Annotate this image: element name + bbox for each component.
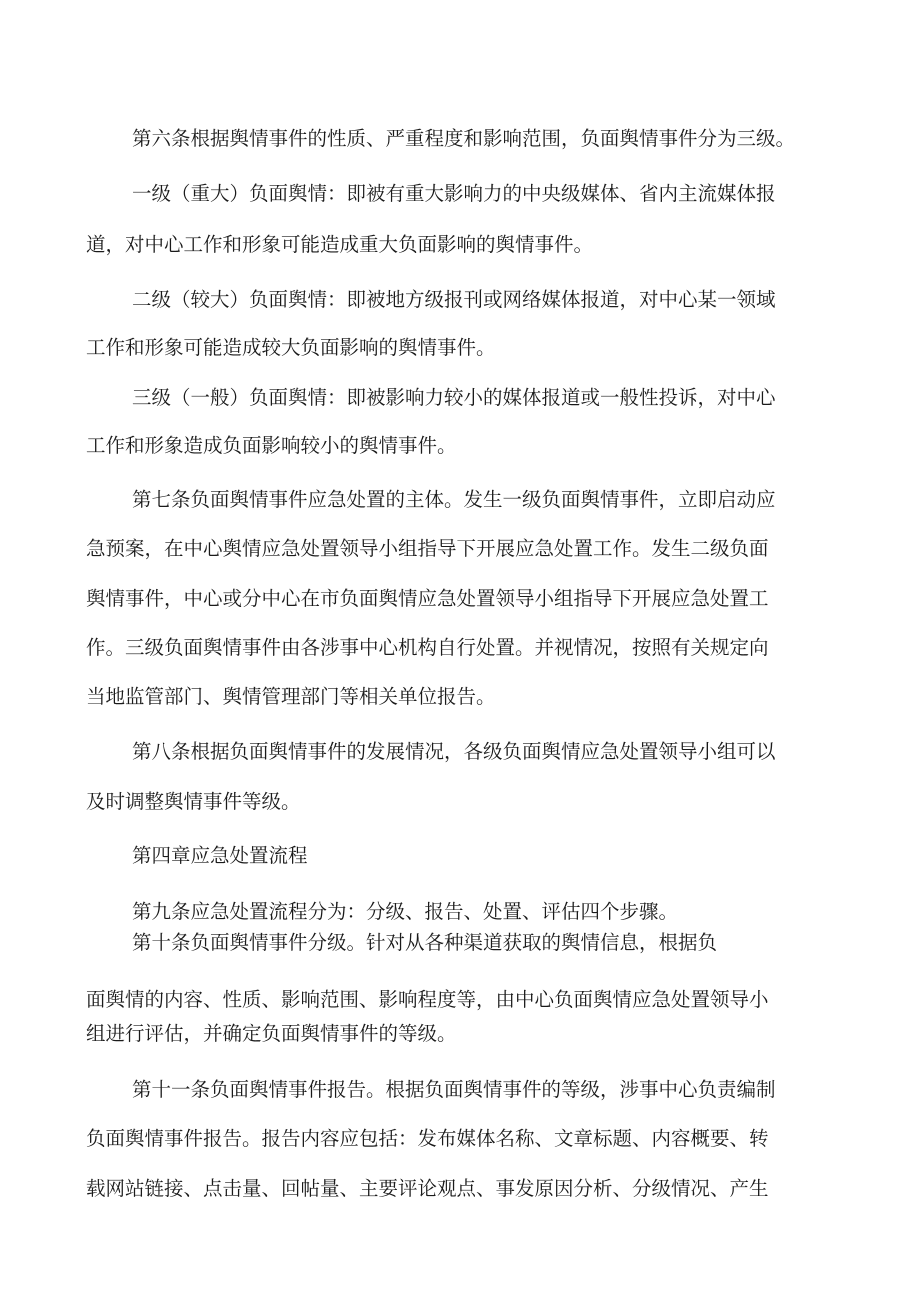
chapter-4-heading: 第四章应急处置流程	[132, 844, 308, 867]
article-7-line-5: 当地监管部门、舆情管理部门等相关单位报告。	[86, 685, 496, 708]
article-11-line-1: 第十一条负面舆情事件报告。根据负面舆情事件的等级，涉事中心负责编制	[132, 1078, 776, 1101]
article-8-line-1: 第八条根据负面舆情事件的发展情况，各级负面舆情应急处置领导小组可以	[132, 740, 776, 763]
level-1-line-2: 道，对中心工作和形象可能造成重大负面影响的舆情事件。	[86, 233, 594, 256]
level-3-line-2: 工作和形象造成负面影响较小的舆情事件。	[86, 434, 457, 457]
level-2-line-2: 工作和形象可能造成较大负面影响的舆情事件。	[86, 336, 496, 359]
article-8-line-2: 及时调整舆情事件等级。	[86, 790, 301, 813]
article-7-line-1: 第七条负面舆情事件应急处置的主体。发生一级负面舆情事件，立即启动应	[132, 488, 776, 511]
article-10-line-3: 组进行评估，并确定负面舆情事件的等级。	[86, 1022, 457, 1045]
level-1-line-1: 一级（重大）负面舆情：即被有重大影响力的中央级媒体、省内主流媒体报	[132, 182, 776, 205]
level-2-line-1: 二级（较大）负面舆情：即被地方级报刊或网络媒体报道，对中心某一领域	[132, 288, 776, 311]
article-7-line-3: 舆情事件，中心或分中心在市负面舆情应急处置领导小组指导下开展应急处置工	[86, 587, 769, 610]
article-7-line-2: 急预案，在中心舆情应急处置领导小组指导下开展应急处置工作。发生二级负面	[86, 537, 769, 560]
article-7-line-4: 作。三级负面舆情事件由各涉事中心机构自行处置。并视情况，按照有关规定向	[86, 636, 769, 659]
article-11-line-3: 载网站链接、点击量、回帖量、主要评论观点、事发原因分析、分级情况、产生	[86, 1177, 769, 1200]
article-9-line-1: 第九条应急处置流程分为：分级、报告、处置、评估四个步骤。	[132, 900, 679, 923]
article-6-line-1: 第六条根据舆情事件的性质、严重程度和影响范围，负面舆情事件分为三级。	[132, 127, 796, 150]
level-3-line-1: 三级（一般）负面舆情：即被影响力较小的媒体报道或一般性投诉，对中心	[132, 386, 776, 409]
article-10-line-2: 面舆情的内容、性质、影响范围、影响程度等，由中心负面舆情应急处置领导小	[86, 988, 769, 1011]
article-11-line-2: 负面舆情事件报告。报告内容应包括：发布媒体名称、文章标题、内容概要、转	[86, 1127, 769, 1150]
article-10-line-1: 第十条负面舆情事件分级。针对从各种渠道获取的舆情信息，根据负	[132, 931, 718, 954]
